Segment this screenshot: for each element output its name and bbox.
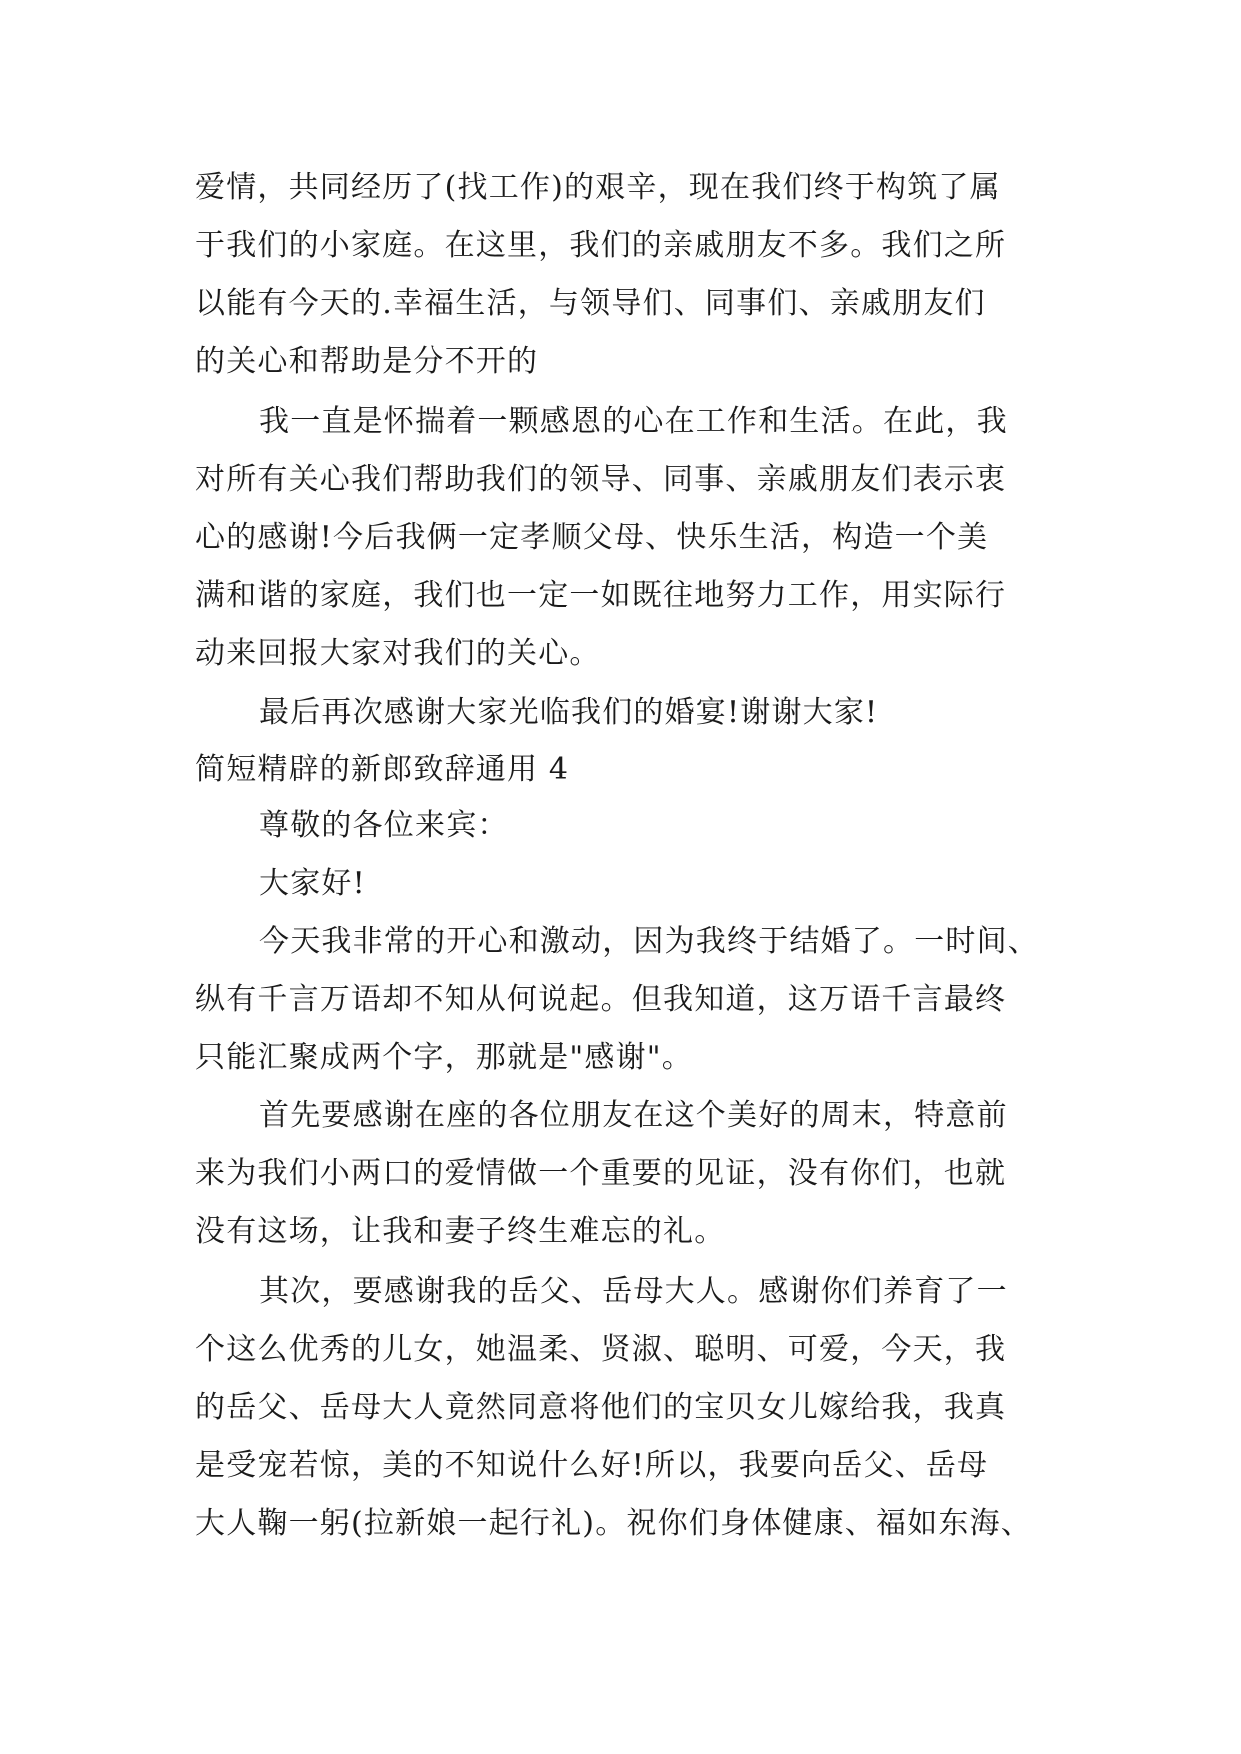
text-line: 对所有关心我们帮助我们的领导、同事、亲戚朋友们表示衷 [195, 462, 1007, 497]
greeting-line: 大家好! [259, 866, 366, 901]
text-line: 是受宠若惊，美的不知说什么好!所以，我要向岳父、岳母 [195, 1448, 989, 1483]
text-line: 纵有千言万语却不知从何说起。但我知道，这万语千言最终 [195, 982, 1007, 1017]
text-line: 没有这场，让我和妻子终生难忘的礼。 [195, 1214, 726, 1249]
paragraph-start-line: 我一直是怀揣着一颗感恩的心在工作和生活。在此，我 [259, 404, 1008, 439]
text-line: 满和谐的家庭，我们也一定一如既往地努力工作，用实际行 [195, 578, 1007, 613]
paragraph-start-line: 首先要感谢在座的各位朋友在这个美好的周末，特意前 [259, 1098, 1008, 1133]
text-line: 心的感谢!今后我俩一定孝顺父母、快乐生活，构造一个美 [195, 520, 989, 555]
paragraph-start-line: 最后再次感谢大家光临我们的婚宴!谢谢大家! [259, 695, 879, 730]
salutation-line: 尊敬的各位来宾： [259, 808, 509, 843]
text-line: 以能有今天的.幸福生活，与领导们、同事们、亲戚朋友们 [195, 286, 986, 321]
text-line: 爱情，共同经历了(找工作)的艰辛，现在我们终于构筑了属 [195, 170, 1001, 205]
text-line: 动来回报大家对我们的关心。 [195, 636, 601, 671]
text-line: 来为我们小两口的爱情做一个重要的见证，没有你们，也就 [195, 1156, 1007, 1191]
paragraph-start-line: 今天我非常的开心和激动，因为我终于结婚了。一时间、 [259, 924, 1039, 959]
paragraph-start-line: 其次，要感谢我的岳父、岳母大人。感谢你们养育了一 [259, 1274, 1008, 1309]
text-line: 的岳父、岳母大人竟然同意将他们的宝贝女儿嫁给我，我真 [195, 1390, 1007, 1425]
text-line: 的关心和帮助是分不开的 [195, 344, 539, 379]
text-line: 只能汇聚成两个字，那就是"感谢"。 [195, 1040, 693, 1075]
text-line: 大人鞠一躬(拉新娘一起行礼)。祝你们身体健康、福如东海、 [195, 1506, 1033, 1541]
text-line: 个这么优秀的儿女，她温柔、贤淑、聪明、可爱，今天，我 [195, 1332, 1007, 1367]
text-line: 于我们的小家庭。在这里，我们的亲戚朋友不多。我们之所 [195, 228, 1007, 263]
section-heading: 简短精辟的新郎致辞通用 4 [195, 752, 570, 787]
